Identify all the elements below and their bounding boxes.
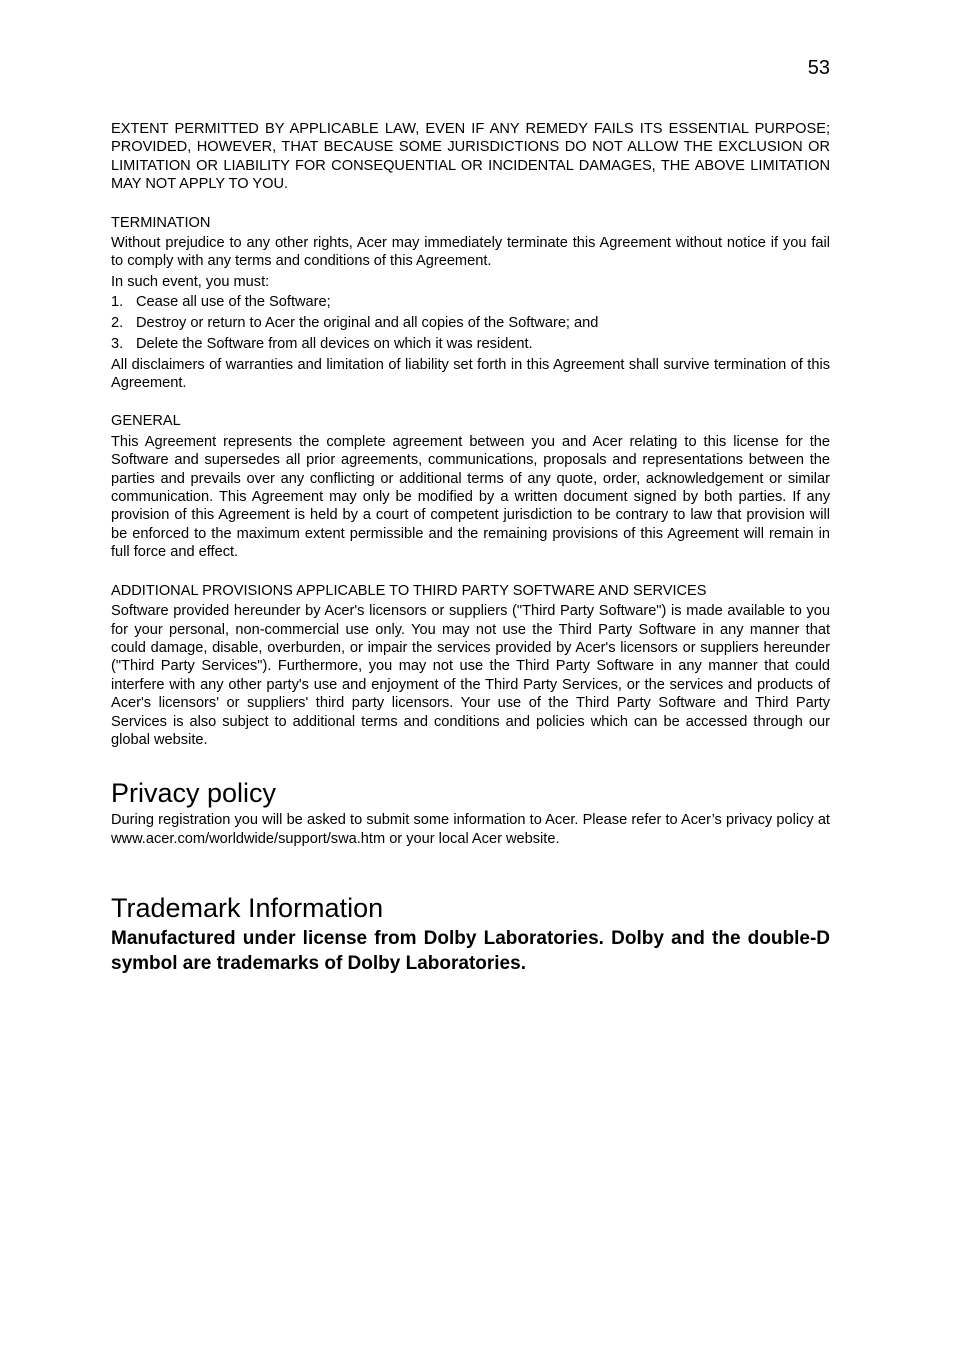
privacy-policy-heading: Privacy policy [111,778,277,809]
page-number: 53 [807,57,830,79]
list-item-number: 1. [111,294,124,311]
general-paragraph: This Agreement represents the complete agreement between you and Acer relating to this license for the Software and supersedes all prior agreements, communications, proposals and representations between the parties and prevails over any conflicting or additional terms of any quote, order, acknowledgement or similar communication. This Agreement may only be modified by a written document signed by both parties. If any provision of this Agreement is held by a court of competent jurisdiction to be contrary to law that provision will be enforced to the maximum extent permissible and the remaining provisions of this Agreement will remain in full force and effect. [111,433,830,561]
list-item [111,335,830,353]
termination-heading: TERMINATION [111,214,211,231]
additional-provisions-heading: ADDITIONAL PROVISIONS APPLICABLE TO THIRD PARTY SOFTWARE AND SERVICES [111,582,707,599]
privacy-policy-paragraph: During registration you will be asked to submit some information to Acer. Please refer to Acer’s privacy policy at www.acer.com/worldwide/support/swa.htm or your local Acer website. [111,812,830,847]
termination-list [111,293,830,353]
list-item [111,314,830,332]
termination-paragraph: Without prejudice to any other rights, Acer may immediately terminate this Agreement without notice if you fail to comply with any terms and conditions of this Agreement. [111,235,830,270]
spacer [111,749,830,777]
list-item-number: 3. [111,335,124,352]
trademark-paragraph: Manufactured under license from Dolby Laboratories. Dolby and the double-D symbol are trademarks of Dolby Laboratories. [111,928,830,975]
list-item-number: 2. [111,315,124,332]
spacer [111,848,830,892]
intro-paragraph: EXTENT PERMITTED BY APPLICABLE LAW, EVEN IF ANY REMEDY FAILS ITS ESSENTIAL PURPOSE; PROVIDED, HOWEVER, THAT BECAUSE SOME JURISDICTIONS DO NOT ALLOW THE EXCLUSION OR LIMITATION OR LIABILITY FOR CONSEQUENTIAL OR INCIDENTAL DAMAGES, THE ABOVE LIMITATION MAY NOT APPLY TO YOU. [111,121,830,193]
termination-lead: In such event, you must: [111,273,270,290]
list-item-text: Cease all use of the Software; [136,294,331,311]
termination-closing: All disclaimers of warranties and limitation of liability set forth in this Agreement shall survive termination of this Agreement. [111,356,830,392]
document-body [111,120,830,976]
general-heading: GENERAL [111,413,181,430]
list-item-text: Destroy or return to Acer the original and all copies of the Software; and [136,315,599,332]
list-item-text: Delete the Software from all devices on which it was resident. [136,335,533,352]
spacer [111,392,830,412]
trademark-heading: Trademark Information [111,893,384,924]
spacer [111,194,830,214]
spacer [111,562,830,582]
additional-provisions-paragraph: Software provided hereunder by Acer's licensors or suppliers ("Third Party Software") is made available to you for your personal, non-commercial use only. You may not use the Third Party Software in any manner that could damage, disable, overburden, or impair the services provided by Acer's licensors or suppliers hereunder ("Third Party Services"). Furthermore, you may not use the Third Party Software in any manner that could interfere with any other party's use and enjoyment of the Third Party Services, or the services and products of Acer's licensors' or suppliers' third party licensors. Your use of the Third Party Software and Third Party Services is also subject to additional terms and conditions and policies which can be accessed through our global website. [111,603,830,748]
list-item [111,293,830,311]
